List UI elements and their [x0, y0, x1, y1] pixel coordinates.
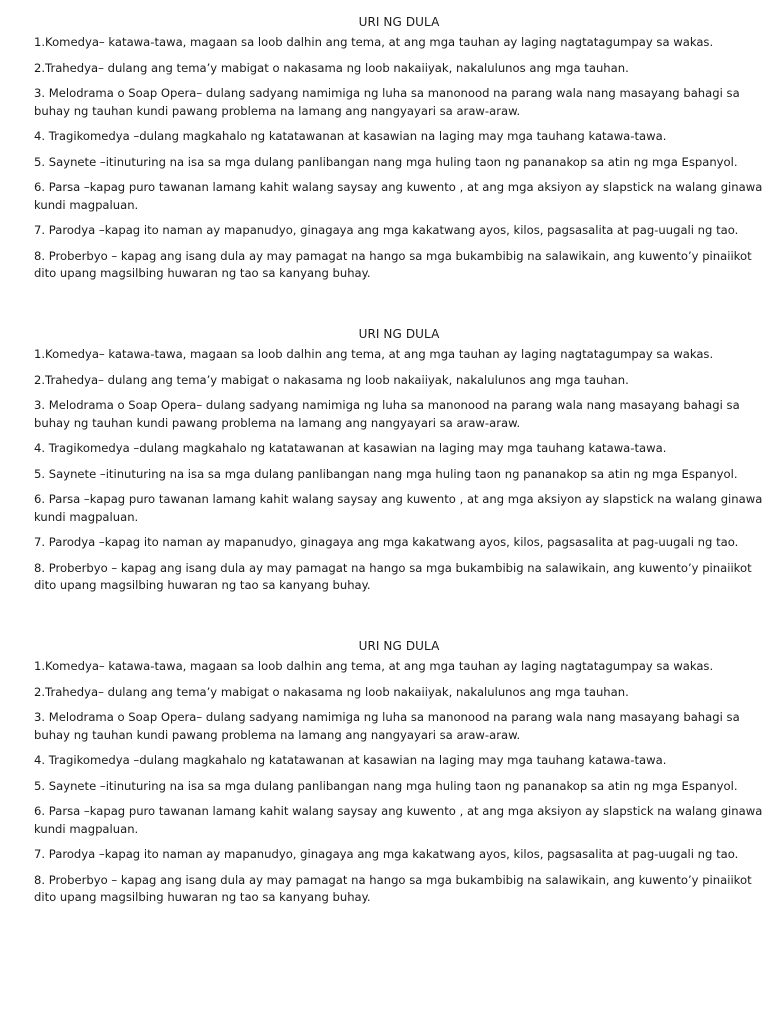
- section-title: URI NG DULA: [358, 639, 440, 653]
- list-item-parodya: 7. Parodya –kapag ito naman ay mapanudyo, ginagaya ang mga kakatwang ayos, kilos, pagsasalita at pag-uugali ng tao.: [34, 223, 739, 237]
- list-item-komedya: 1.Komedya– katawa-tawa, magaan sa loob dalhin ang tema, at ang mga tauhan ay laging nagtatagumpay sa wakas.: [34, 347, 714, 361]
- list-item-parsa: 6. Parsa –kapag puro tawanan lamang kahit walang saysay ang kuwento , at ang mga aksiyon ay slapstick na walang ginawa kundi magpaluan.: [34, 492, 763, 524]
- list-item-parsa: 6. Parsa –kapag puro tawanan lamang kahit walang saysay ang kuwento , at ang mga aksiyon ay slapstick na walang ginawa kundi magpaluan.: [34, 180, 763, 212]
- list-item-tragikomedya: 4. Tragikomedya –dulang magkahalo ng katatawanan at kasawian na laging may mga tauhang katawa-tawa.: [34, 129, 667, 143]
- list-item-trahedya: 2.Trahedya– dulang ang tema’y mabigat o nakasama ng loob nakaiiyak, nakalulunos ang mga tauhan.: [34, 372, 629, 387]
- list-item-komedya: 1.Komedya– katawa-tawa, magaan sa loob dalhin ang tema, at ang mga tauhan ay laging nagtatagumpay sa wakas.: [34, 659, 714, 673]
- list-item-proberbyo: 8. Proberbyo – kapag ang isang dula ay may pamagat na hango sa mga bukambibig na salawikain, ang kuwento’y pinaiikot dito upang magsilbing huwaran ng tao sa kanyang buhay.: [34, 560, 752, 592]
- list-item-trahedya: 2.Trahedya– dulang ang tema’y mabigat o nakasama ng loob nakaiiyak, nakalulunos ang mga tauhan.: [34, 60, 629, 75]
- section-3: [34, 638, 764, 915]
- list-item-tragikomedya: 4. Tragikomedya –dulang magkahalo ng katatawanan at kasawian na laging may mga tauhang katawa-tawa.: [34, 441, 667, 455]
- list-item-parodya: 7. Parodya –kapag ito naman ay mapanudyo, ginagaya ang mga kakatwang ayos, kilos, pagsasalita at pag-uugali ng tao.: [34, 535, 739, 549]
- list-item-parsa: 6. Parsa –kapag puro tawanan lamang kahit walang saysay ang kuwento , at ang mga aksiyon ay slapstick na walang ginawa kundi magpaluan.: [34, 804, 763, 836]
- list-item-parodya: 7. Parodya –kapag ito naman ay mapanudyo, ginagaya ang mga kakatwang ayos, kilos, pagsasalita at pag-uugali ng tao.: [34, 847, 739, 861]
- list-item-tragikomedya: 4. Tragikomedya –dulang magkahalo ng katatawanan at kasawian na laging may mga tauhang katawa-tawa.: [34, 753, 667, 767]
- list-item-komedya: 1.Komedya– katawa-tawa, magaan sa loob dalhin ang tema, at ang mga tauhan ay laging nagtatagumpay sa wakas.: [34, 35, 714, 49]
- section-2: [34, 326, 764, 603]
- list-item-saynete: 5. Saynete –itinuturing na isa sa mga dulang panlibangan nang mga huling taon ng pananakop sa atin ng mga Espanyol.: [34, 154, 738, 169]
- list-item-saynete: 5. Saynete –itinuturing na isa sa mga dulang panlibangan nang mga huling taon ng pananakop sa atin ng mga Espanyol.: [34, 466, 738, 481]
- section-title: URI NG DULA: [358, 15, 440, 29]
- list-item-trahedya: 2.Trahedya– dulang ang tema’y mabigat o nakasama ng loob nakaiiyak, nakalulunos ang mga tauhan.: [34, 684, 629, 699]
- list-item-melodrama: 3. Melodrama o Soap Opera– dulang sadyang namimiga ng luha sa manonood na parang wala nang masayang bahagi sa buhay ng tauhan kundi pawang problema na lamang ang nangyayari sa araw-araw.: [34, 398, 740, 430]
- section-1: [34, 14, 764, 291]
- section-title: URI NG DULA: [358, 327, 440, 341]
- list-item-melodrama: 3. Melodrama o Soap Opera– dulang sadyang namimiga ng luha sa manonood na parang wala nang masayang bahagi sa buhay ng tauhan kundi pawang problema na lamang ang nangyayari sa araw-araw.: [34, 86, 740, 118]
- list-item-proberbyo: 8. Proberbyo – kapag ang isang dula ay may pamagat na hango sa mga bukambibig na salawikain, ang kuwento’y pinaiikot dito upang magsilbing huwaran ng tao sa kanyang buhay.: [34, 872, 752, 904]
- list-item-saynete: 5. Saynete –itinuturing na isa sa mga dulang panlibangan nang mga huling taon ng pananakop sa atin ng mga Espanyol.: [34, 778, 738, 793]
- list-item-proberbyo: 8. Proberbyo – kapag ang isang dula ay may pamagat na hango sa mga bukambibig na salawikain, ang kuwento’y pinaiikot dito upang magsilbing huwaran ng tao sa kanyang buhay.: [34, 248, 752, 280]
- list-item-melodrama: 3. Melodrama o Soap Opera– dulang sadyang namimiga ng luha sa manonood na parang wala nang masayang bahagi sa buhay ng tauhan kundi pawang problema na lamang ang nangyayari sa araw-araw.: [34, 710, 740, 742]
